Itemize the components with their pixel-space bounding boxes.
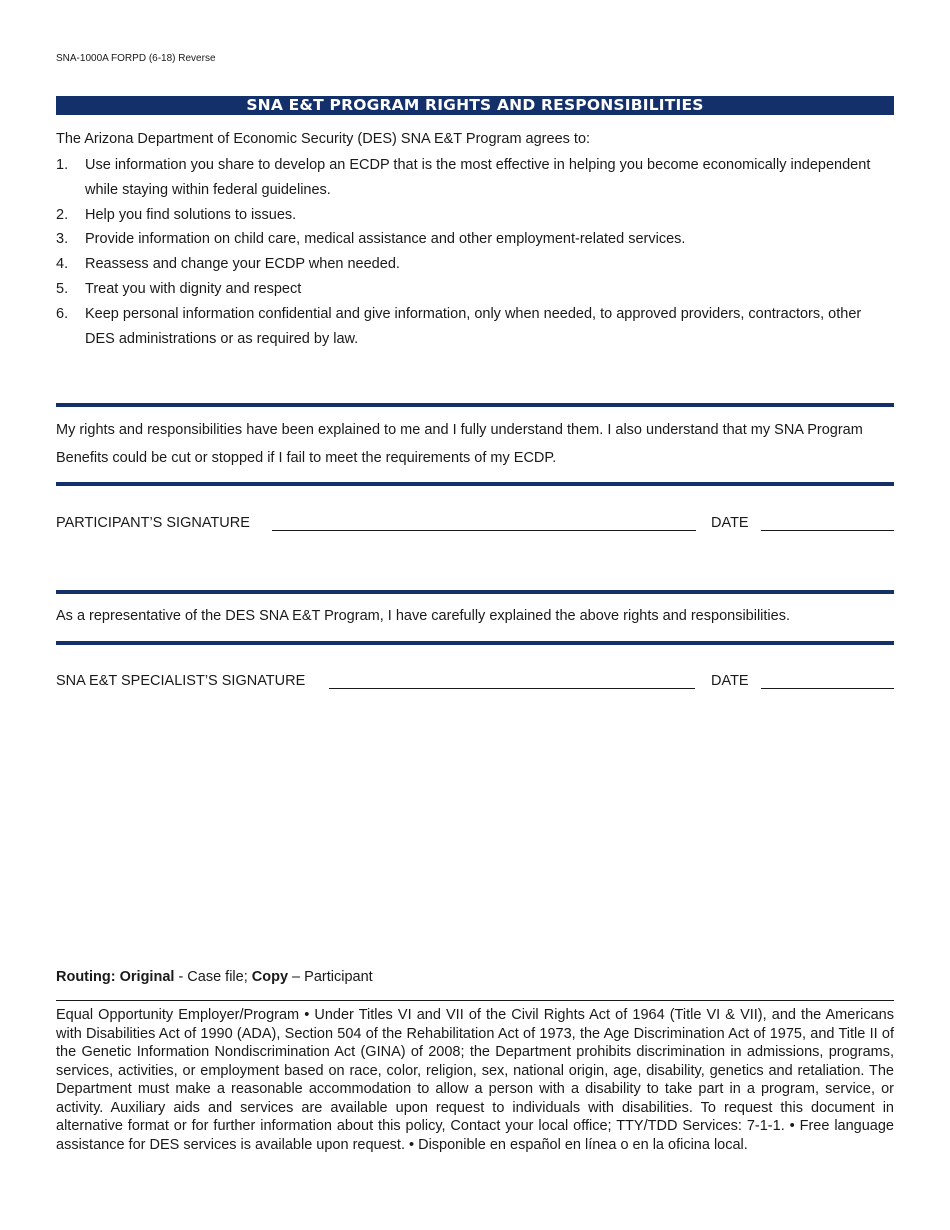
specialist-date-field[interactable] [761,688,894,689]
specialist-statement: As a representative of the DES SNA E&T Program, I have carefully explained the above rights and responsibilities. [56,608,790,624]
routing-copy-dest: – Participant [288,969,373,985]
item-number: 4. [56,256,69,273]
item-number: 1. [56,157,69,173]
section-divider [56,641,894,645]
item-text: Reassess and change your ECDP when needed. [85,256,400,273]
item-number: 3. [56,231,69,248]
item-text: Keep personal information confidential and give information, only when needed, to approved providers, contractors, other DES administrations or as required by law. [85,305,862,347]
form-code: SNA-1000A FORPD (6-18) Reverse [56,53,216,64]
item-number: 2. [56,206,69,223]
participant-signature-label: PARTICIPANT’S SIGNATURE [56,515,250,531]
list-item [56,302,894,352]
section-title: SNA E&T PROGRAM RIGHTS AND RESPONSIBILITIES [56,96,894,115]
specialist-signature-field[interactable] [329,688,695,689]
list-item [56,153,894,203]
list-item [56,252,894,277]
eeo-notice: Equal Opportunity Employer/Program • Under Titles VI and VII of the Civil Rights Act of 1964 (Title VI & VII), and the Americans with Disabilities Act of 1990 (ADA), Section 504 of the Rehabilitation Act of 1973, the Age Discrimination Act of 1975, and Title II of the Genetic Information Nondiscrimination Act (GINA) of 2008; the Department prohibits discrimination in admissions, programs, services, activities, or employment based on race, color, religion, sex, national origin, age, disability, genetics and retaliation. The Department must make a reasonable accommodation to allow a person with a disability to take part in a program, service, or activity. Auxiliary aids and services are available upon request to individuals with disabilities. To request this document in alternative format or for further information about this policy, Contact your local office; TTY/TDD Services: 7-1-1. • Free language assistance for DES services is available upon request. • Disponible en español en línea o en la oficina local. [56,1007,894,1153]
participant-statement: My rights and responsibilities have been explained to me and I fully understand them. I also understand that my SNA Program Benefits could be cut or stopped if I fail to meet the requirements of my ECDP. [56,422,863,466]
participant-date-field[interactable] [761,530,894,531]
intro-text: The Arizona Department of Economic Security (DES) SNA E&T Program agrees to: [56,131,591,147]
routing-line [56,969,373,985]
participant-date-label: DATE [711,515,749,531]
participant-signature-field[interactable] [272,530,696,531]
specialist-signature-row [56,669,894,689]
specialist-date-label: DATE [711,673,749,689]
item-number: 5. [56,280,69,297]
agreement-list [56,153,894,351]
footer-divider [56,1000,894,1001]
routing-original-label: Original [119,969,175,985]
item-text: Help you find solutions to issues. [85,206,297,223]
routing-label: Routing: [56,969,116,985]
item-text: Provide information on child care, medical assistance and other employment-related services. [85,231,686,248]
item-text: Treat you with dignity and respect [85,280,302,297]
item-number: 6. [56,305,69,322]
routing-copy-label: Copy [251,969,289,985]
routing-original-dest: - Case file; [174,969,252,985]
list-item [56,227,894,252]
section-divider [56,482,894,486]
item-text: Use information you share to develop an ECDP that is the most effective in helping you become economically independent while staying within federal guidelines. [85,157,871,198]
section-divider [56,403,894,407]
specialist-signature-label: SNA E&T SPECIALIST’S SIGNATURE [56,673,306,689]
list-item [56,277,894,302]
participant-signature-row [56,511,894,531]
section-divider [56,590,894,594]
list-item [56,203,894,228]
